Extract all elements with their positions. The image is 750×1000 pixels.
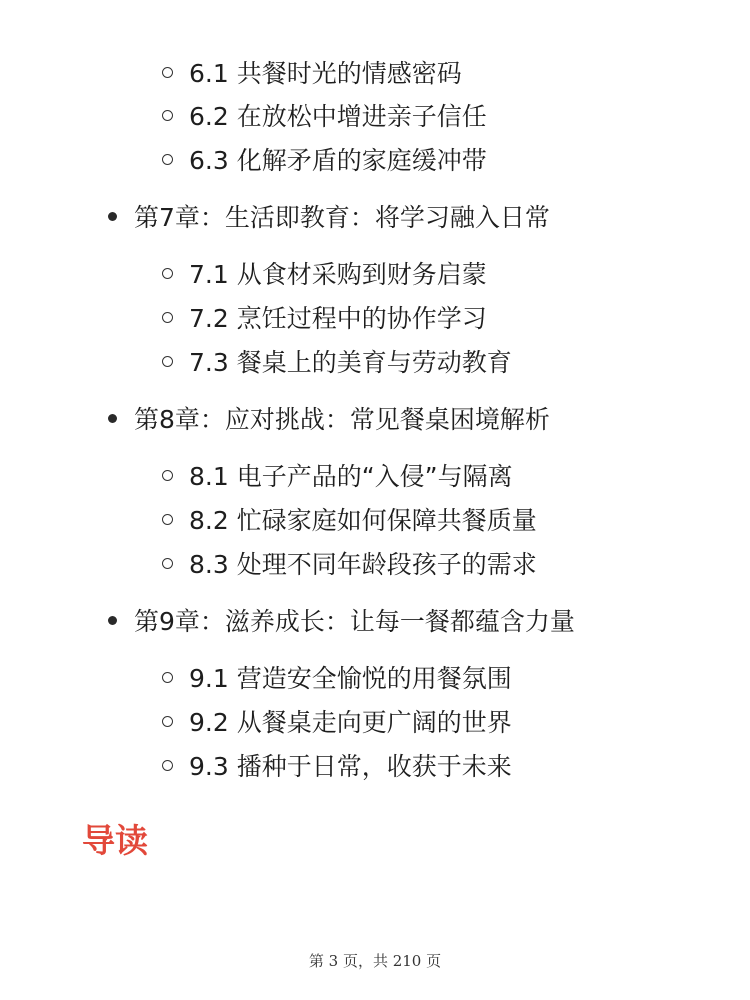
toc-chapter-title: 第9章：滋养成长：让每一餐都蕴含力量 [134,607,575,636]
circle-bullet-icon [162,716,173,727]
circle-bullet-icon [162,67,173,78]
circle-bullet-icon [162,514,173,525]
toc-subitem [162,341,512,381]
toc-subitem-label: 8.2 忙碌家庭如何保障共餐质量 [189,506,537,535]
page-footer: 第 3 页，共 210 页 [308,952,442,970]
toc-subitem-label: 9.3 播种于日常，收获于未来 [189,752,512,781]
disc-bullet-icon [108,414,117,423]
circle-bullet-icon [162,672,173,683]
toc-subitem [162,297,487,337]
toc-chapter-7 [108,196,550,236]
toc-subitem-label: 8.1 电子产品的“入侵”与隔离 [189,462,513,491]
toc-subitem-label: 9.1 营造安全愉悦的用餐氛围 [189,664,512,693]
toc-chapter-title: 第7章：生活即教育：将学习融入日常 [134,203,550,232]
toc-chapter-9 [108,600,575,640]
toc-subitem-label: 6.1 共餐时光的情感密码 [189,59,462,88]
circle-bullet-icon [162,312,173,323]
circle-bullet-icon [162,154,173,165]
circle-bullet-icon [162,110,173,121]
circle-bullet-icon [162,268,173,279]
toc-chapter-title: 第8章：应对挑战：常见餐桌困境解析 [134,405,550,434]
disc-bullet-icon [108,616,117,625]
toc-subitem [162,657,512,697]
toc-chapter-8 [108,398,550,438]
toc-subitem-label: 9.2 从餐桌走向更广阔的世界 [189,708,512,737]
toc-subitem [162,139,487,179]
toc-subitem-label: 8.3 处理不同年龄段孩子的需求 [189,550,537,579]
toc-subitem [162,701,512,741]
circle-bullet-icon [162,356,173,367]
circle-bullet-icon [162,760,173,771]
toc-subitem [162,95,487,135]
toc-subitem [162,52,462,92]
toc-subitem-label: 7.2 烹饪过程中的协作学习 [189,304,487,333]
disc-bullet-icon [108,212,117,221]
circle-bullet-icon [162,558,173,569]
toc-subitem-label: 7.1 从食材采购到财务启蒙 [189,260,487,289]
circle-bullet-icon [162,470,173,481]
toc-subitem-label: 6.2 在放松中增进亲子信任 [189,102,487,131]
toc-subitem [162,455,513,495]
section-heading: 导读 [82,821,148,860]
toc-subitem [162,745,512,785]
toc-subitem [162,499,537,539]
toc-subitem [162,543,537,583]
toc-subitem [162,253,487,293]
toc-subitem-label: 6.3 化解矛盾的家庭缓冲带 [189,146,487,175]
toc-subitem-label: 7.3 餐桌上的美育与劳动教育 [189,348,512,377]
